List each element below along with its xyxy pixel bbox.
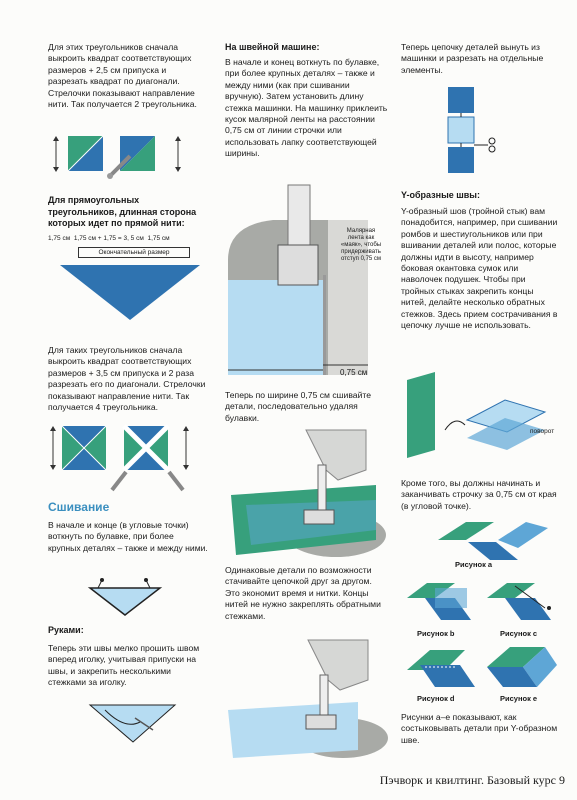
half-square-triangles-illustration [48, 128, 208, 188]
chain-piecing-illustration [228, 640, 383, 760]
figure-a-illustration [438, 520, 548, 560]
dims-line: 1,75 см 1,75 см + 1,75 = 3, 5 см 1,75 см [48, 235, 170, 242]
col1-para3: В начале и конце (в угловые точки) воткнуть по булавке, при более крупных деталях – также и между ними. [48, 520, 208, 553]
turn-label: поворот [530, 428, 555, 435]
col1-para2: Для таких треугольников сначала выкроить квадрат соответствующих размеров + 3,5 см припуска и 2 раза разрезать его по диагонали. Стрелочки показывают направление нити. Так получается 4 треугольника. [48, 345, 206, 413]
y-seam-turn-illustration [405, 370, 560, 465]
col2-head1: На швейной машине: [225, 42, 320, 52]
chain-cutting-illustration [440, 85, 500, 180]
fig-b-label: Рисунок b [417, 629, 455, 638]
figure-c-illustration [485, 578, 560, 623]
col1-head2: Для прямоугольных треугольников, длинная сторона которых идет по прямой нити: [48, 195, 197, 228]
figure-d-illustration [405, 645, 480, 690]
final-size-label: Окончательный размер [78, 247, 190, 258]
measure-label: 0,75 см [340, 368, 368, 377]
hand-stitch-illustration [85, 700, 185, 745]
fig-a-label: Рисунок a [455, 560, 493, 569]
long-triangle-illustration [55, 265, 205, 325]
pinned-triangle-illustration [80, 580, 180, 620]
col3-para4: Рисунки a–e показывают, как состыковывать детали при Y-образном шве. [401, 712, 558, 745]
quarter-square-triangles-illustration [48, 420, 208, 495]
col1-para4: Теперь эти швы мелко прошить швом вперед иголку, учитывая припуски на швы, и закрепить несколькими стежками за иголку. [48, 643, 200, 688]
col3-para2: Y-образный шов (тройной стык) вам понадобится, например, при сшивании ромбов и шестиугольников или при вшивании деталей или полос, которые должны идти в высоту, например боковая окантовка сумок или наволочек подушек. Чтобы при тройных стыках закрепить концы нитей, делайте несколько обратных стежков. Здесь прием сострачивания в цепочку лучше не использовать. [401, 206, 558, 331]
col2-para2: Теперь по ширине 0,75 см сшивайте детали, последовательно удаляя булавки. [225, 390, 371, 423]
col3-head2: Y-образные швы: [401, 190, 480, 200]
section-title: Сшивание [48, 500, 110, 514]
col3-para1: Теперь цепочку деталей вынуть из машинки и разрезать на отдельные элементы. [401, 42, 544, 75]
fig-e-label: Рисунок e [500, 694, 538, 703]
tape-label: Малярная лента как «маяк», чтобы придерживать отступ 0,75 см [340, 228, 382, 262]
col2-para3: Одинаковые детали по возможности стачивайте цепочкой друг за другом. Это экономит время и нитки. Концы нитей не нужно закреплять обратными стежками. [225, 565, 381, 621]
page-footer: Пэчворк и квилтинг. Базовый курс 9 [379, 773, 565, 787]
machine-sewing-illustration [226, 430, 386, 560]
figure-b-illustration [405, 578, 480, 623]
sewing-machine-tape-illustration [228, 165, 388, 375]
figure-e-illustration [485, 645, 560, 690]
col2-para1: В начале и конец воткнуть по булавке, при более крупных деталях – также и между ними (как при сшивании вручную). Затем установить длину стежка машинки. На машинку приклеить кусок малярной ленты на расстоянии 0,75 см от линии строчки или использовать лапку соответствующей ширины. [225, 57, 388, 159]
col1-para1: Для этих треугольников сначала выкроить квадрат соответствующих размеров + 2,5 см припуска и разрезать квадрат по диагонали. Стрелочки показывают направление нити. Так получается 2 треугольника. [48, 42, 197, 110]
col3-para3: Кроме того, вы должны начинать и заканчивать строчку за 0,75 см от края (в угловой точке). [401, 478, 557, 511]
fig-c-label: Рисунок c [500, 629, 538, 638]
fig-d-label: Рисунок d [417, 694, 455, 703]
col1-head3: Руками: [48, 625, 84, 635]
